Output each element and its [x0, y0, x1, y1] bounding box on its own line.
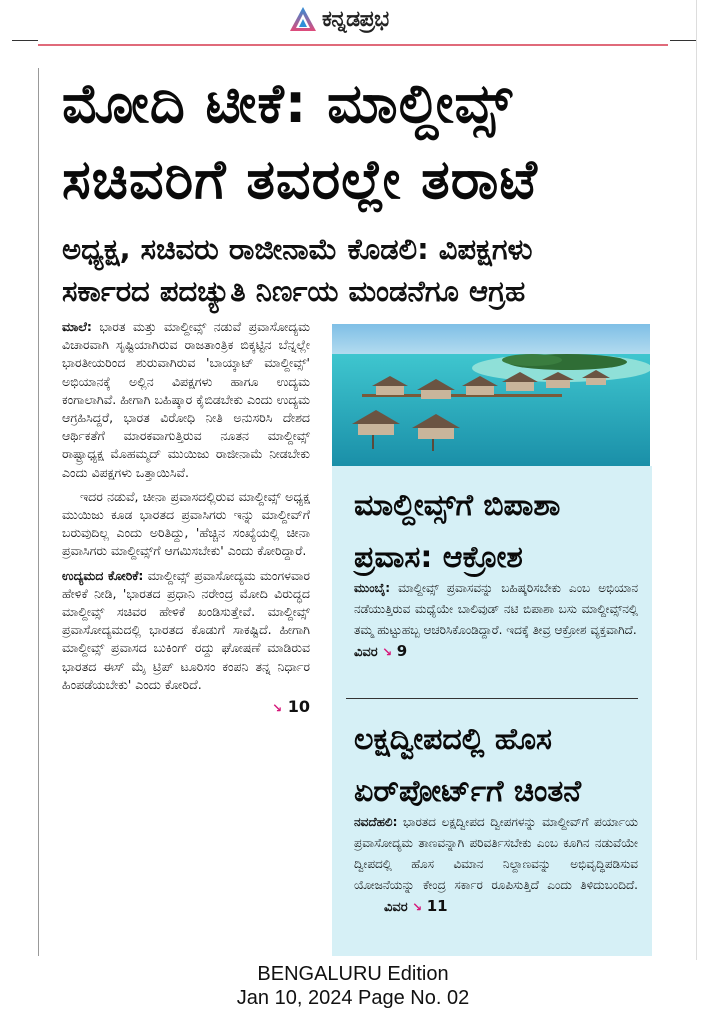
page-edge	[696, 0, 697, 960]
jump-page-number: 10	[287, 697, 310, 717]
story-text-1: ಭಾರತ ಮತ್ತು ಮಾಲ್ದೀವ್ಸ್ ನಡುವೆ ಪ್ರವಾಸೋದ್ಯಮ ವಿಚಾರವಾಗಿ ಸೃಷ್ಟಿಯಾಗಿರುವ ರಾಜತಾಂತ್ರಿಕ ಬಿಕ್ಕಟ್ಟಿನ ಬೆನ್ನಲ್ಲೇ ಭಾರತೀಯರಿಂದ ಶುರುವಾಗಿರುವ 'ಬಾಯ್ಕಾಟ್ ಮಾಲ್ದೀವ್ಸ್' ಅಭಿಯಾನಕ್ಕೆ ಅಲ್ಲಿನ ವಿಪಕ್ಷಗಳು ಹಾಗೂ ಉದ್ಯಮ ಕಂಗಾಲಾಗಿವೆ. ಹೀಗಾಗಿ ಬಹಿಷ್ಕಾರ ಕೈಬಿಡಬೇಕು ಎಂದು ಉದ್ಯಮ ಆಗ್ರಹಿಸಿದ್ದರೆ, ಭಾರತ ವಿರೋಧಿ ನೀತಿ ಅನುಸರಿಸಿ ದೇಶದ ಆರ್ಥಿಕತೆಗೆ ಮಾರಕವಾಗುತ್ತಿರುವ ನೂತನ ಮಾಲ್ದೀವ್ಸ್ ರಾಷ್ಟ್ರಾಧ್ಯಕ್ಷ ಮೊಹಮ್ಮದ್ ಮುಯಿಜು ರಾಜೀನಾಮೆ ನೀಡಬೇಕು ಎಂದು ವಿಪಕ್ಷಗಳು ಒತ್ತಾಯಿಸಿವೆ.	[62, 319, 310, 480]
column-divider	[38, 68, 39, 956]
story2-text: ಭಾರತದ ಲಕ್ಷದ್ವೀಪದ ದ್ವೀಪಗಳನ್ನು ಮಾಲ್ದೀವ್‌ಗೆ ಪರ್ಯಾಯ ಪ್ರವಾಸೋದ್ಯಮ ತಾಣವನ್ನಾಗಿ ಪರಿವರ್ತಿಸಬೇಕು ಎಂಬ ಕೂಗಿನ ನಡುವೆಯೇ ದ್ವೀಪದಲ್ಲಿ ಹೊಸ ವಿಮಾನ ನಿಲ್ದಾಣವನ್ನು ಅಭಿವೃದ್ಧಿಪಡಿಸುವ ಯೋಜನೆಯನ್ನು ಕೇಂದ್ರ ಸರ್ಕಾರ ರೂಪಿಸುತ್ತಿದೆ ಎಂದು ತಿಳಿದುಬಂದಿದೆ.	[354, 815, 638, 892]
peak-logo-icon	[288, 4, 318, 34]
main-headline	[62, 66, 662, 218]
story-text-2: ಇದರ ನಡುವೆ, ಚೀನಾ ಪ್ರವಾಸದಲ್ಲಿರುವ ಮಾಲ್ದೀವ್ಸ್ ಅಧ್ಯಕ್ಷ ಮುಯಿಜು ಕೂಡ ಭಾರತದ ಪ್ರವಾಸಿಗರು ಇನ್ನು ಮಾಲ್ದೀವ್‌ಗೆ ಬರುವುದಿಲ್ಲ ಎಂದು ಅರಿತಿದ್ದು, 'ಹೆಚ್ಚಿನ ಸಂಖ್ಯೆಯಲ್ಲಿ ಚೀನಾ ಪ್ರವಾಸಿಗರು ಮಾಲ್ದೀವ್ಸ್‌ಗೆ ಆಗಮಿಸಬೇಕು' ಎಂದು ಕೋರಿದ್ದಾರೆ.	[62, 488, 310, 559]
story2-head-line-1: ಲಕ್ಷದ್ವೀಪದಲ್ಲಿ ಹೊಸ	[354, 722, 552, 757]
story1-continued-link[interactable]	[354, 642, 408, 660]
resort-photo-illustration	[332, 324, 650, 466]
story2-head-line-2: ಏರ್‌ಪೋರ್ಟ್‌ಗೆ ಚಿಂತನೆ	[354, 774, 582, 809]
story-continued-link[interactable]	[62, 698, 310, 717]
jump-arrow-icon: ↘	[382, 645, 393, 659]
masthead-rule-right	[670, 40, 696, 41]
brand-name: ಕನ್ನಡಪ್ರಭ	[322, 6, 389, 32]
subhead-line-2: ಸರ್ಕಾರದ ಪದಚ್ಯುತಿ ನಿರ್ಣಯ ಮಂಡನೆಗೂ ಆಗ್ರಹ	[62, 274, 526, 308]
story1-dateline: ಮುಂಬೈ:	[354, 581, 391, 595]
story-paragraph-2	[62, 488, 310, 561]
headline-line-1: ಮೋದಿ ಟೀಕೆ: ಮಾಲ್ದೀವ್ಸ್	[62, 72, 513, 135]
sidebar-story-1-body	[354, 578, 638, 663]
story2-continued-link[interactable]	[384, 897, 448, 915]
story-paragraph-1	[62, 318, 310, 482]
story1-text: ಮಾಲ್ದೀವ್ಸ್ ಪ್ರವಾಸವನ್ನು ಬಹಿಷ್ಕರಿಸಬೇಕು ಎಂಬ ಅಭಿಯಾನ ನಡೆಯುತ್ತಿರುವ ಮಧ್ಯೆಯೇ ಬಾಲಿವುಡ್ ನಟಿ ಬಿಪಾಶಾ ಬಸು ಮಾಲ್ದೀವ್ಸ್‌ನಲ್ಲಿ ತಮ್ಮ ಹುಟ್ಟುಹಬ್ಬ ಆಚರಿಸಿಕೊಂಡಿದ್ದಾರೆ. ಇದಕ್ಕೆ ತೀವ್ರ ಆಕ್ರೋಶ ವ್ಯಕ್ತವಾಗಿದೆ.	[354, 581, 638, 637]
main-story	[62, 318, 310, 958]
story1-head-line-1: ಮಾಲ್ದೀವ್ಸ್‌ಗೆ ಬಿಪಾಶಾ	[354, 488, 561, 523]
story-paragraph-3	[62, 567, 310, 694]
masthead	[0, 0, 706, 50]
sub-headline	[62, 228, 662, 312]
masthead-rule	[38, 44, 668, 46]
story1-jump-page: 9	[396, 642, 408, 660]
jump-arrow-icon: ↘	[272, 701, 283, 716]
sidebar-divider	[346, 698, 638, 699]
story-dateline: ಮಾಲೆ:	[62, 319, 92, 334]
jump-arrow-icon: ↘	[412, 900, 423, 914]
story-text-3: ಮಾಲ್ದೀವ್ಸ್ ಪ್ರವಾಸೋದ್ಯಮ ಮಂಗಳವಾರ ಹೇಳಿಕೆ ನೀಡಿ, 'ಭಾರತದ ಪ್ರಧಾನಿ ನರೇಂದ್ರ ಮೋದಿ ವಿರುದ್ಧದ ಮಾಲ್ದೀವ್ಸ್ ಸಚಿವರ ಹೇಳಿಕೆ ಖಂಡಿಸುತ್ತೇವೆ. ಮಾಲ್ದೀವ್ಸ್ ಪ್ರವಾಸೋದ್ಯಮದಲ್ಲಿ ಭಾರತದ ಕೊಡುಗೆ ಸಾಕಷ್ಟಿದೆ. ಹೀಗಾಗಿ ಮಾಲ್ದೀವ್ಸ್ ಪ್ರವಾಸದ ಬುಕಿಂಗ್ ರದ್ದು ಘೋಷಣೆ ಮಾಡಿರುವ ಭಾರತದ ಈಸ್ ಮೈ ಟ್ರಿಪ್ ಟೂರಿಸಂ ಕಂಪನಿ ತನ್ನ ನಿರ್ಧಾರ ಹಿಂಪಡೆಯಬೇಕು' ಎಂದು ಕೋರಿದೆ.	[62, 567, 310, 692]
brand-logo[interactable]	[288, 2, 389, 36]
headline-line-2: ಸಚಿವರಿಗೆ ತವರಲ್ಲೇ ತರಾಟೆ	[62, 148, 538, 211]
story1-head-line-2: ಪ್ರವಾಸ: ಆಕ್ರೋಶ	[354, 540, 523, 575]
maldives-resort-photo	[332, 324, 650, 466]
page-footer	[0, 962, 706, 1010]
date-page-label: Jan 10, 2024 Page No. 02	[236, 987, 470, 1009]
sidebar-box	[332, 466, 652, 956]
story1-jump-label: ವಿವರ	[354, 645, 378, 660]
masthead-rule-left	[12, 40, 38, 41]
sidebar-story-1-headline	[354, 480, 644, 584]
sidebar-story-2-headline	[354, 714, 644, 818]
story2-dateline: ನವದೆಹಲಿ:	[354, 815, 398, 829]
story2-jump-page: 11	[426, 897, 448, 915]
story2-jump-label: ವಿವರ	[384, 900, 408, 915]
story-sub-lead: ಉದ್ಯಮದ ಕೋರಿಕೆ:	[62, 567, 144, 583]
subhead-line-1: ಅಧ್ಯಕ್ಷ, ಸಚಿವರು ರಾಜೀನಾಮೆ ಕೊಡಲಿ: ವಿಪಕ್ಷಗಳು	[62, 232, 533, 266]
edition-label: BENGALURU Edition	[257, 963, 449, 985]
sidebar-story-2-body	[354, 812, 638, 918]
